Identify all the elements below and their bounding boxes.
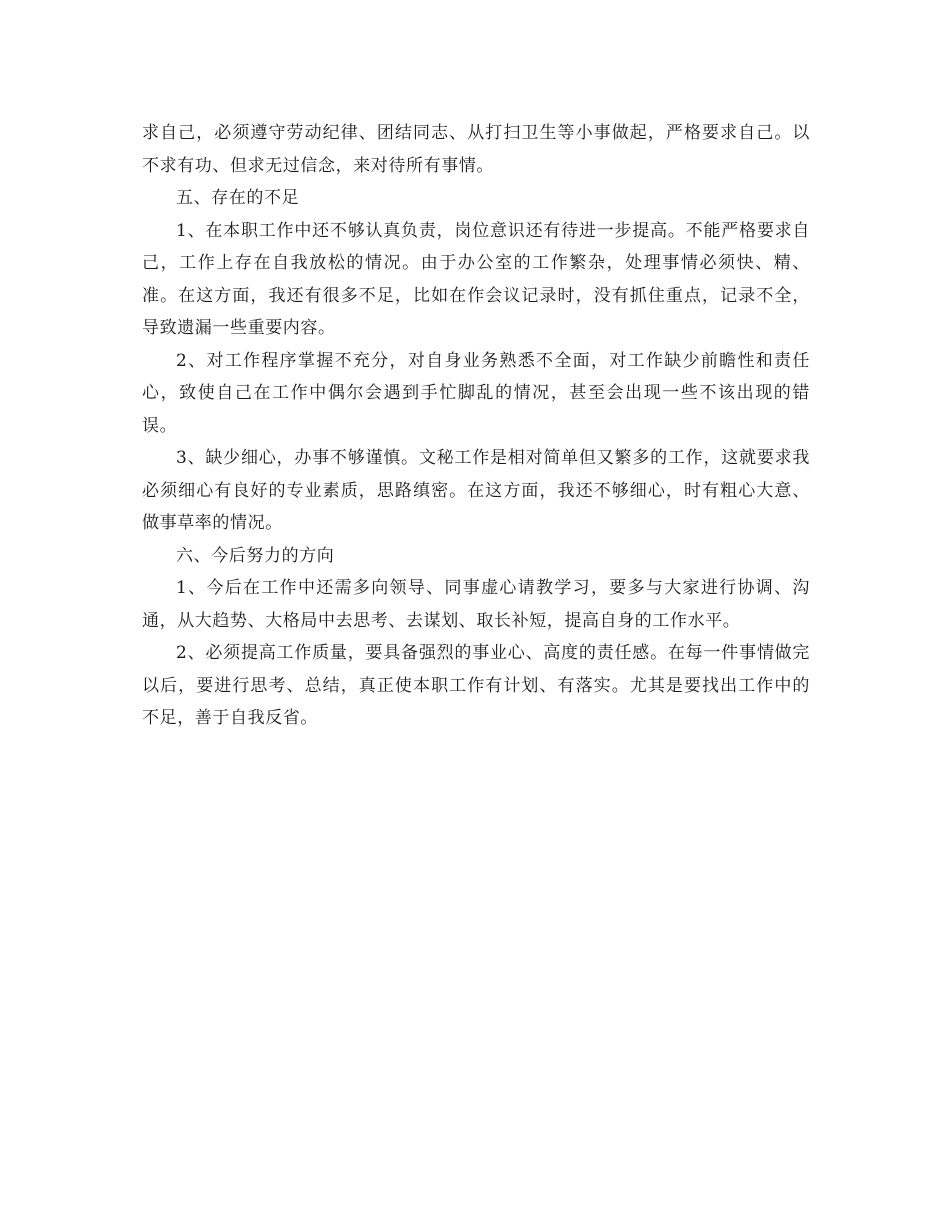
paragraph-shortcoming-1: 1、在本职工作中还不够认真负责，岗位意识还有待进一步提高。不能严格要求自己，工作上存在自我放松的情况。由于办公室的工作繁杂，处理事情必须快、精、准。在这方面，我还有很多不足，比如在作会议记录时，没有抓住重点，记录不全，导致遗漏一些重要内容。 xyxy=(142,220,810,338)
document-body xyxy=(142,117,810,735)
section-heading-shortcomings: 五、存在的不足 xyxy=(176,188,300,208)
paragraph-direction-1: 1、今后在工作中还需多向领导、同事虚心请教学习，要多与大家进行协调、沟通，从大趋势、大格局中去思考、去谋划、取长补短，提高自身的工作水平。 xyxy=(142,578,810,631)
section-heading-future-direction: 六、今后努力的方向 xyxy=(176,545,335,566)
paragraph-continuation: 求自己，必须遵守劳动纪律、团结同志、从打扫卫生等小事做起，严格要求自己。以不求有功、但求无过信念，来对待所有事情。 xyxy=(142,123,810,176)
paragraph-shortcoming-2: 2、对工作程序掌握不充分，对自身业务熟悉不全面，对工作缺少前瞻性和责任心，致使自己在工作中偶尔会遇到手忙脚乱的情况，甚至会出现一些不该出现的错误。 xyxy=(142,350,810,436)
paragraph-shortcoming-3: 3、缺少细心，办事不够谨慎。文秘工作是相对简单但又繁多的工作，这就要求我必须细心有良好的专业素质，思路缜密。在这方面，我还不够细心，时有粗心大意、做事草率的情况。 xyxy=(142,448,810,533)
paragraph-direction-2: 2、必须提高工作质量，要具备强烈的事业心、高度的责任感。在每一件事情做完以后，要进行思考、总结，真正使本职工作有计划、有落实。尤其是要找出工作中的不足，善于自我反省。 xyxy=(142,643,810,728)
